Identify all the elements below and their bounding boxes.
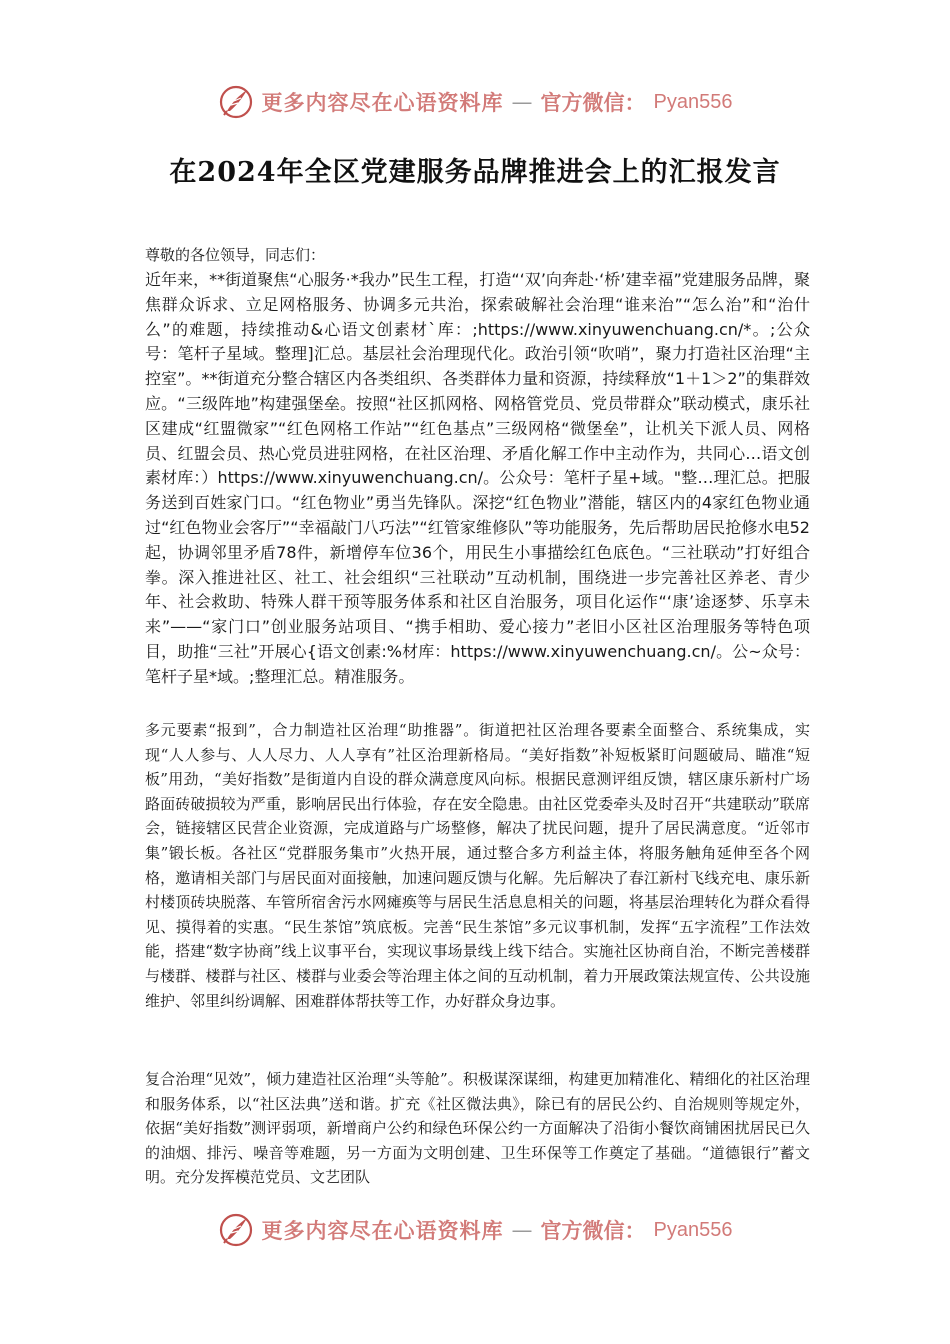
body-paragraph-2 (145, 718, 810, 1013)
banner-text: 更多内容尽在心语资料库 (261, 1218, 504, 1243)
banner-wechat-id: Pyan556 (653, 90, 733, 113)
body-paragraph-1 (145, 268, 810, 690)
header-banner (0, 80, 950, 124)
paragraph-text: 近年来，**街道聚焦“心服务·*我办”民生工程，打造“‘双’向奔赴·‘桥’建幸福”党建服务品牌，聚焦群众诉求、立足网格服务、协调多元共治，探索破解社会治理“谁来治”“怎么治”和“治什么”的难题，持续推动&心语文创素材`库：;https://www.xinyuwenchuang.cn/*。;公众号：笔杆子星域。整理]汇总。基层社会治理现代化。政治引领“吹哨”，聚力打造社区治理“主控室”。**街道充分整合辖区内各类组织、各类群体力量和资源，持续释放“1＋1＞2”的集群效应。“三级阵地”构建强堡垒。按照“社区抓网格、网格管党员、党员带群众”联动模式，康乐社区建成“红盟微家”“红色网格工作站”“红色基点”三级网格“微堡垒”，让机关下派人员、网格员、红盟会员、热心党员进驻网格，在社区治理、矛盾化解工作中主动作为，共同心…语文创素材库：）https://www.xinyuwenchuang.cn/。公众号：笔杆子星+域。"整…理汇总。把服务送到百姓家门口。“红色物业”勇当先锋队。深挖“红色物业”潜能，辖区内的4家红色物业通过“红色物业会客厅”“幸福敲门八巧法”“红管家维修队”等功能服务，先后帮助居民抢修水电52起，协调邻里矛盾78件，新增停车位36个，用民生小事描绘红色底色。“三社联动”打好组合拳。深入推进社区、社工、社会组织“三社联动”互动机制，围绕进一步完善社区养老、青少年、社会救助、特殊人群干预等服务体系和社区自治服务，项目化运作“‘康’途逐梦、乐享未来”——“家门口”创业服务站项目、“携手相助、爱心接力”老旧小区社区治理服务等特色项目，助推“三社”开展心{语文创素:%材库：https://www.xinyuwenchuang.cn/。公~众号：笔杆子星*域。;整理汇总。精准服务。 (145, 270, 810, 686)
feather-logo-icon (218, 84, 254, 120)
banner-dash: — (511, 1218, 533, 1242)
banner-wechat-label: 官方微信： (540, 90, 646, 115)
paragraph-text: 复合治理“见效”，倾力建造社区治理“头等舱”。积极谋深谋细，构建更加精准化、精细化的社区治理和服务体系，以“社区法典”送和谐。扩充《社区微法典》，除已有的居民公约、自治规则等规定外，依据“美好指数”测评弱项，新增商户公约和绿色环保公约一方面解决了沿街小餐饮商铺困扰居民已久的油烟、排污、噪音等难题，另一方面为文明创建、卫生环保等工作奠定了基础。“道德银行”蓄文明。充分发挥模范党员、文艺团队 (145, 1070, 810, 1187)
salutation: 尊敬的各位领导，同志们： (145, 246, 326, 264)
banner-wechat-label: 官方微信： (540, 1218, 646, 1243)
banner-wechat-id: Pyan556 (653, 1218, 733, 1241)
paragraph-text: 多元要素“报到”，合力制造社区治理“助推器”。街道把社区治理各要素全面整合、系统集成，实现“人人参与、人人尽力、人人享有”社区治理新格局。“美好指数”补短板紧盯问题破局、瞄准“短板”用劲，“美好指数”是街道内自设的群众满意度风向标。根据民意测评组反馈，辖区康乐新村广场路面砖破损较为严重，影响居民出行体验，存在安全隐患。由社区党委牵头及时召开“共建联动”联席会，链接辖区民营企业资源，完成道路与广场整修，解决了扰民问题，提升了居民满意度。“近邻市集”锻长板。各社区“党群服务集市”火热开展，通过整合多方利益主体，将服务触角延伸至各个网格，邀请相关部门与居民面对面接触，加速问题反馈与化解。先后解决了春江新村飞线充电、康乐新村楼顶砖块脱落、车管所宿舍污水网瘫痪等与居民生活息息相关的问题，将基层治理转化为群众看得见、摸得着的实惠。“民生茶馆”筑底板。完善“民生茶馆”多元议事机制，发挥“五字流程”工作法效能，搭建“数字协商”线上议事平台，实现议事场景线上线下结合。实施社区协商自治，不断完善楼群与楼群、楼群与社区、楼群与业委会等治理主体之间的互动机制，着力开展政策法规宣传、公共设施维护、邻里纠纷调解、困难群体帮扶等工作，办好群众身边事。 (145, 721, 810, 1010)
feather-logo-icon (218, 1212, 254, 1248)
footer-banner (0, 1208, 950, 1252)
document-title: 在2024年全区党建服务品牌推进会上的汇报发言 (169, 157, 781, 188)
banner-text: 更多内容尽在心语资料库 (261, 90, 504, 115)
body-paragraph-3 (145, 1067, 810, 1190)
banner-dash: — (511, 90, 533, 114)
